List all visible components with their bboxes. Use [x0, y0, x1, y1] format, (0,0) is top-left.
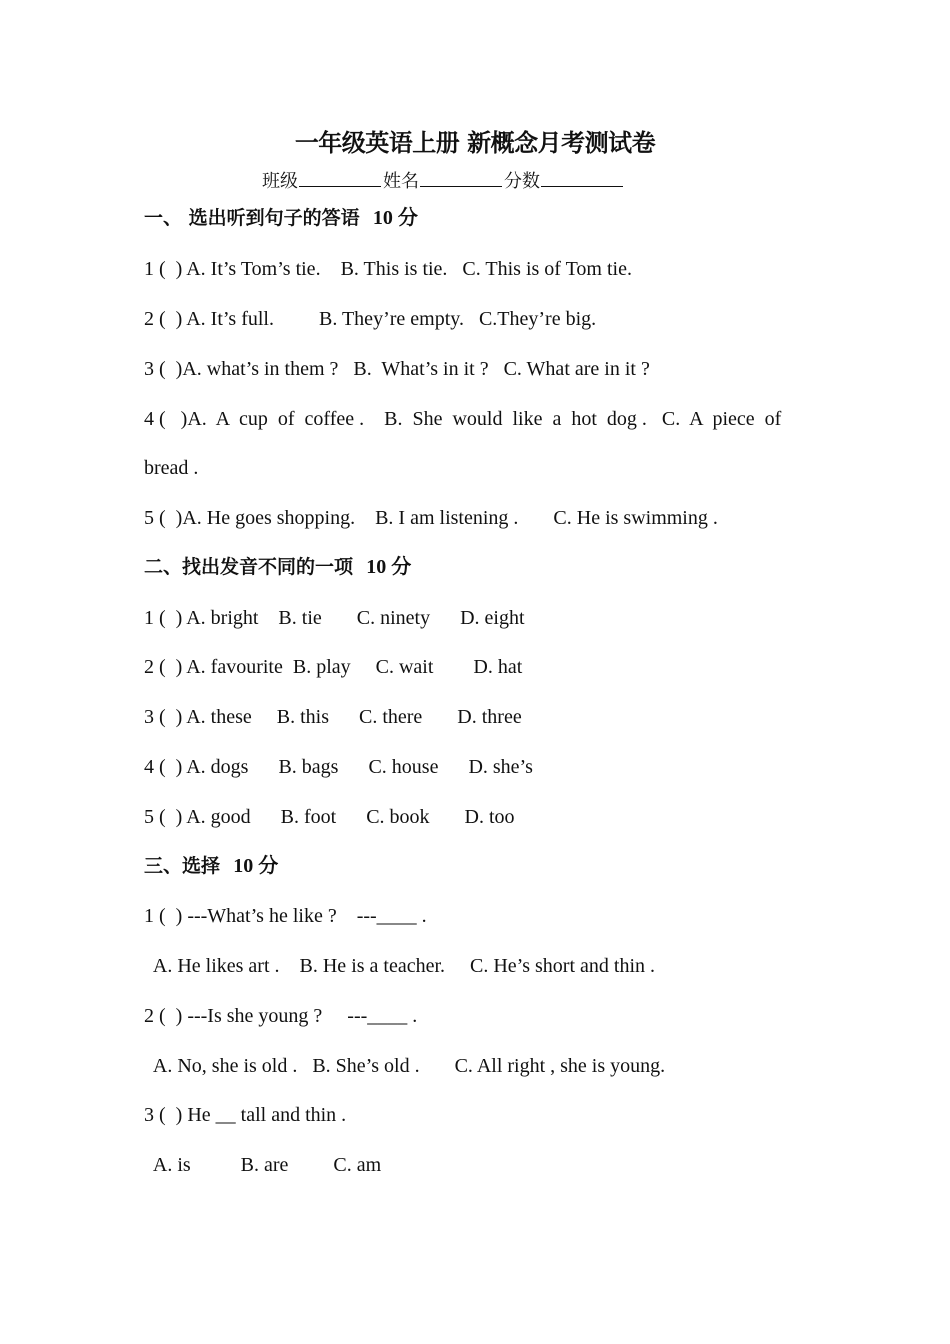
question-line: 4 ( ) A. dogs B. bags C. house D. she’s — [144, 756, 533, 778]
name-label: 姓名 — [383, 171, 419, 192]
question-line: 2 ( ) A. favourite B. play C. wait D. hat — [144, 656, 523, 678]
question-line: A. No, she is old . B. She’s old . C. All right , she is young. — [144, 1055, 666, 1077]
question-line: bread . — [144, 457, 199, 479]
class-label: 班级 — [262, 171, 298, 192]
section-1-heading: 一、 选出听到句子的答语 10 分 — [144, 207, 418, 229]
score-label: 分数 — [504, 171, 540, 192]
question-line: A. He likes art . B. He is a teacher. C. He’s short and thin . — [144, 955, 656, 977]
question-line: 2 ( ) ---Is she young ? ---____ . — [144, 1005, 418, 1027]
question-line: 1 ( ) A. It’s Tom’s tie. B. This is tie. C. This is of Tom tie. — [144, 258, 632, 280]
question-line: 3 ( ) He __ tall and thin . — [144, 1104, 347, 1126]
question-line: 4 ( )A. A cup of coffee . B. She would like a hot dog . C. A piece of — [144, 408, 782, 430]
exam-title: 一年级英语上册 新概念月考测试卷 — [294, 129, 656, 157]
question-line: A. is B. are C. am — [144, 1154, 382, 1176]
student-info-row — [262, 167, 625, 193]
question-line: 5 ( ) A. good B. foot C. book D. too — [144, 806, 515, 828]
question-line: 1 ( ) ---What’s he like ? ---____ . — [144, 905, 427, 927]
section-3-heading: 三、选择 10 分 — [144, 855, 279, 877]
question-line: 1 ( ) A. bright B. tie C. ninety D. eight — [144, 607, 525, 629]
question-line: 3 ( ) A. these B. this C. there D. three — [144, 706, 522, 728]
question-line: 3 ( )A. what’s in them ? B. What’s in it ? C. What are in it ? — [144, 358, 650, 380]
name-blank[interactable] — [420, 168, 502, 187]
section-2-heading: 二、找出发音不同的一项 10 分 — [144, 556, 412, 578]
question-line: 5 ( )A. He goes shopping. B. I am listening . C. He is swimming . — [144, 507, 718, 529]
score-blank[interactable] — [541, 168, 623, 187]
question-line: 2 ( ) A. It’s full. B. They’re empty. C.They’re big. — [144, 308, 597, 330]
class-blank[interactable] — [299, 168, 381, 187]
